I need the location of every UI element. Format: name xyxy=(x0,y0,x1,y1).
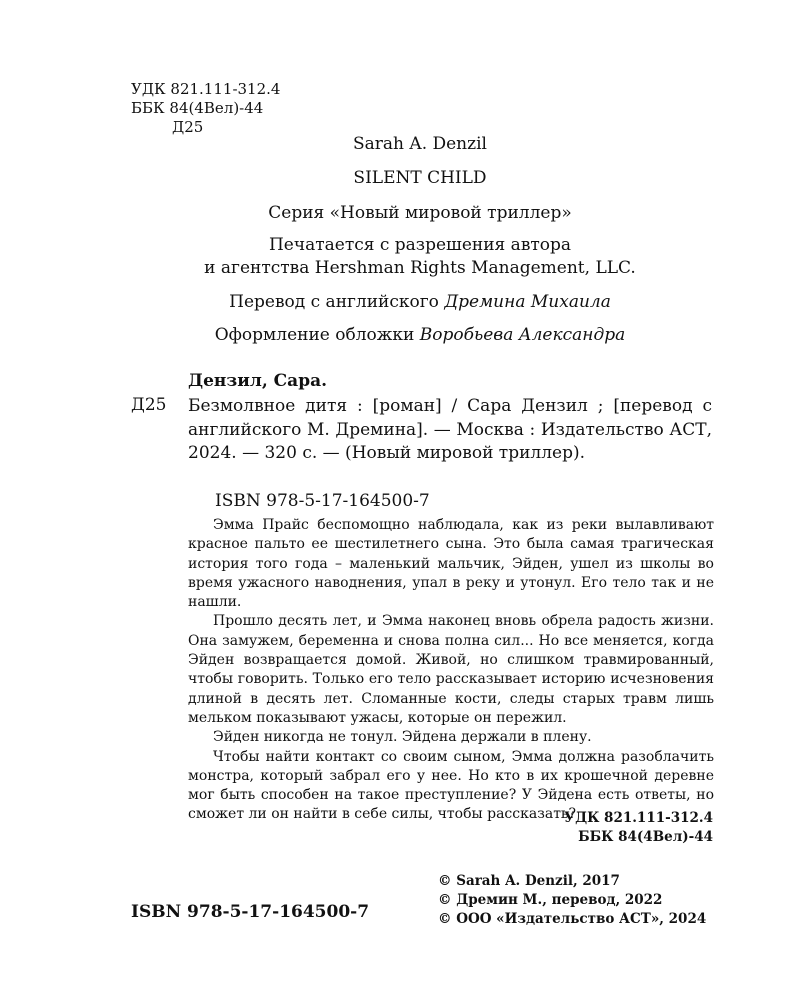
isbn-bottom: ISBN 978-5-17-164500-7 xyxy=(131,902,370,922)
annotation-paragraph: Чтобы найти контакт со своим сыном, Эмма должна разоблачить монстра, который забрал его у нее. Но кто в их крошечной деревне мог быть способен на такое преступление? У Эйдена есть ответы, но сможет ли он найти в себе силы, чтобы рассказать? xyxy=(188,748,714,823)
translator-name: Дремина Михаила xyxy=(444,292,611,312)
cover-label: Оформление обложки xyxy=(214,325,415,345)
bottom-bbk-code: ББК 84(4Вел)-44 xyxy=(578,829,713,845)
catalog-code: Д25 xyxy=(131,395,167,415)
annotation xyxy=(188,516,714,825)
catalog-isbn: ISBN 978-5-17-164500-7 xyxy=(215,491,430,511)
cover-designer-name: Воробьева Александра xyxy=(419,325,626,345)
catalog-description: Безмолвное дитя : [роман] / Сара Дензил ; [перевод с английского М. Дремина]. — Москва : Издательство АСТ, 2024. — 320 с. — (Новый мировой триллер). xyxy=(188,396,712,463)
copyright-line: © Sarah A. Denzil, 2017 xyxy=(438,873,620,889)
bbk-code: ББК 84(4Вел)-44 xyxy=(131,99,264,117)
translation-credit xyxy=(0,292,800,312)
bottom-udk-code: УДК 821.111-312.4 xyxy=(564,810,713,826)
catalog-author: Дензил, Сара. xyxy=(188,371,328,391)
annotation-paragraph: Эйден никогда не тонул. Эйдена держали в плену. xyxy=(213,729,592,746)
permission-line-2: и агентства Hershman Rights Management, LLC. xyxy=(204,258,636,278)
bottom-classification-codes xyxy=(540,809,713,847)
translation-label: Перевод с английского xyxy=(229,292,439,312)
permission-line-1: Печатается с разрешения автора xyxy=(268,235,572,255)
author-mark: Д25 xyxy=(172,118,204,136)
copyright-line: © Дремин М., перевод, 2022 xyxy=(438,892,663,908)
original-author: Sarah A. Denzil xyxy=(353,134,487,154)
copyright-block xyxy=(438,872,706,929)
cover-credit xyxy=(0,325,800,345)
annotation-paragraph: Эмма Прайс беспомощно наблюдала, как из реки вылавливают красное пальто ее шестилетнего сына. Это была самая трагическая история того года – маленький мальчик, Эйден, ушел из школы во время ужасного наводнения, упал в реку и утонул. Его тело так и не нашли. xyxy=(188,517,714,611)
series-line: Серия «Новый мировой триллер» xyxy=(268,203,572,223)
original-title: SILENT CHILD xyxy=(353,168,487,188)
copyright-line: © ООО «Издательство АСТ», 2024 xyxy=(438,911,707,927)
udk-code: УДК 821.111-312.4 xyxy=(131,80,281,98)
classification-codes xyxy=(131,80,280,137)
annotation-paragraph: Прошло десять лет, и Эмма наконец вновь обрела радость жизни. Она замужем, беременна и снова полна сил... Но все меняется, когда Эйден возвращается домой. Живой, но слишком травмированный, чтобы говорить. Только его тело рассказывает историю исчезновения длиной в десять лет. Сломанные кости, следы старых травм лишь мельком показывают ужасы, которые он пережил. xyxy=(188,613,714,726)
